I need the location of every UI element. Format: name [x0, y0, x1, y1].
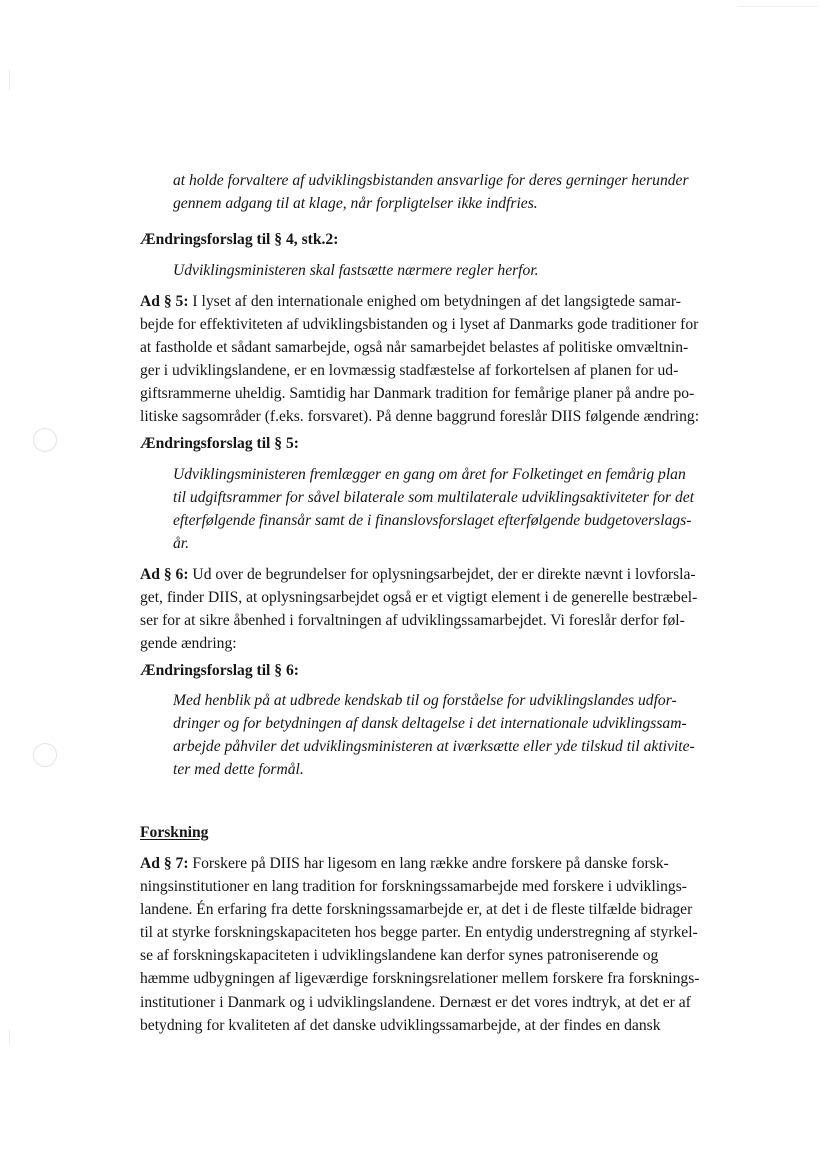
- scan-speck: [738, 6, 818, 7]
- paragraph-lead: Ad § 6:: [140, 566, 189, 583]
- scan-edge-mark: [9, 1030, 10, 1044]
- paragraph-text: I lyset af den internationale enighed om betydningen af det langsigtede samar-: [188, 293, 681, 310]
- quote-line: Med henblik på at udbrede kendskab til og forståelse for udviklingslandes udfor-: [173, 692, 677, 709]
- paragraph-line-1: [140, 852, 700, 875]
- paragraph-line: at fastholde et sådant samarbejde, også når samarbejdet belastes af politiske omvæltnin-: [140, 339, 689, 357]
- paragraph-line: ger i udviklingslandene, er en lovmæssig stadfæstelse af forkortelsen af planen for ud-: [140, 362, 679, 380]
- amendment-heading-4: Ændringsforslag til § 4, stk.2:: [140, 231, 339, 248]
- paragraph-line: litiske sagsområder (f.eks. forsvaret). På denne baggrund foreslår DIIS følgende ændring:: [140, 408, 700, 426]
- paragraph-line: get, finder DIIS, at oplysningsarbejdet også er et vigtigt element i de generelle bestræbel-: [140, 589, 698, 607]
- paragraph-line-1: [140, 563, 697, 586]
- paragraph-line: hæmme udbygningen af ligeværdige forskningsrelationer mellem forskere fra forsknings-: [140, 970, 700, 988]
- amendment-text-6: [173, 689, 695, 781]
- punch-hole: [33, 428, 57, 452]
- scan-edge-mark: [9, 70, 10, 90]
- quote-line: gennem adgang til at klage, når forpligtelser ikke indfries.: [173, 195, 538, 213]
- amendment-text-5: [173, 463, 694, 555]
- paragraph-text: Forskere på DIIS har ligesom en lang række andre forskere på danske forsk-: [188, 855, 669, 872]
- quote-line: efterfølgende finansår samt de i finanslovsforslaget efterfølgende budgetoverslags-: [173, 512, 692, 530]
- paragraph-lead: Ad § 5:: [140, 293, 189, 310]
- paragraph-line: ningsinstitutioner en lang tradition for forskningssamarbejde med forskere i udviklings-: [140, 878, 687, 896]
- paragraph-line: institutioner i Danmark og i udviklingslandene. Dernæst er det vores indtryk, at det er af: [140, 993, 691, 1011]
- comment-paragraph-7: [140, 852, 700, 1037]
- section-title: Forskning: [140, 824, 209, 841]
- quote-line: arbejde påhviler det udviklingsministeren at iværksætte eller yde tilskud til aktivite-: [173, 738, 695, 756]
- quote-line: dringer og for betydningen af dansk deltagelse i det internationale udviklingssam-: [173, 715, 687, 733]
- paragraph-line: giftsrammerne uheldig. Samtidig har Danmark tradition for femårige planer på andre po-: [140, 385, 695, 403]
- paragraph-line: betydning for kvaliteten af det danske udviklingssamarbejde, at der findes en dansk: [140, 1016, 661, 1034]
- comment-paragraph-5: [140, 290, 699, 429]
- quote-line: år.: [173, 535, 190, 553]
- paragraph-line: landene. Én erfaring fra dette forskningssamarbejde er, at det i de fleste tilfælde bidrager: [140, 901, 693, 919]
- paragraph-text: Ud over de begrundelser for oplysningsarbejdet, der er direkte nævnt i lovforsla-: [188, 566, 696, 583]
- paragraph-line: ser for at sikre åbenhed i forvaltningen af udviklingssamarbejdet. Vi foreslår derfor føl-: [140, 612, 685, 630]
- paragraph-lead: Ad § 7:: [140, 855, 189, 872]
- quote-continued: [173, 169, 689, 215]
- paragraph-line-1: [140, 290, 699, 313]
- punch-hole: [33, 743, 57, 767]
- amendment-heading-5: Ændringsforslag til § 5:: [140, 435, 299, 452]
- paragraph-line: gende ændring:: [140, 635, 237, 653]
- quote-line: ter med dette formål.: [173, 761, 304, 779]
- paragraph-line: til at styrke forskningskapaciteten hos begge parter. En entydig understregning af styrkel-: [140, 924, 698, 942]
- paragraph-line: se af forskningskapaciteten i udviklingslandene kan derfor synes patroniserende og: [140, 947, 659, 965]
- quote-line: at holde forvaltere af udviklingsbistanden ansvarlige for deres gerninger herunder: [173, 172, 689, 189]
- quote-line: Udviklingsministeren fremlægger en gang om året for Folketinget en femårig plan: [173, 466, 686, 483]
- amendment-text-4: Udviklingsministeren skal fastsætte nærmere regler herfor.: [173, 262, 539, 279]
- comment-paragraph-6: [140, 563, 697, 655]
- paragraph-line: bejde for effektiviteten af udviklingsbistanden og i lyset af Danmarks gode traditioner for: [140, 316, 699, 334]
- amendment-heading-6: Ændringsforslag til § 6:: [140, 662, 299, 679]
- quote-line: til udgiftsrammer for såvel bilaterale som multilaterale udviklingsaktiviteter for det: [173, 489, 695, 507]
